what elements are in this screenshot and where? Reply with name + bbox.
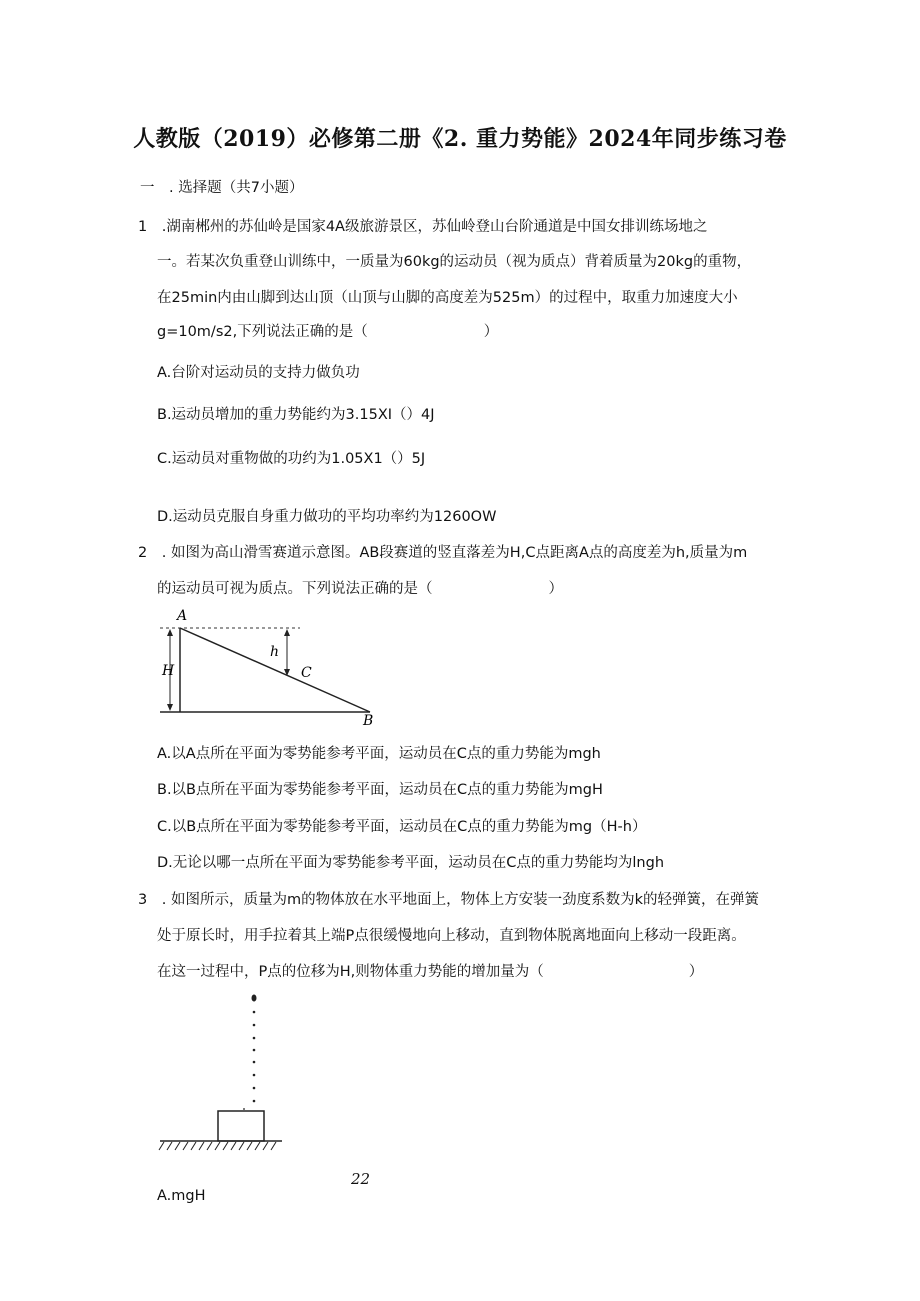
q2-option-b: B.以B点所在平面为零势能参考平面，运动员在C点的重力势能为mgH <box>157 782 603 798</box>
label-c: C <box>301 665 312 681</box>
page-title: 人教版（2019）必修第二册《2. 重力势能》2024年同步练习卷 <box>133 126 787 152</box>
q1-option-a: A.台阶对运动员的支持力做负功 <box>157 365 360 381</box>
q1-option-c: C.运动员对重物做的功约为1.05X1（）5J <box>157 451 426 467</box>
q2-option-a: A.以A点所在平面为零势能参考平面，运动员在C点的重力势能为mgh <box>157 746 601 762</box>
q2-option-c: C.以B点所在平面为零势能参考平面，运动员在C点的重力势能为mg（H-h） <box>157 819 647 835</box>
section-heading: 一 . 选择题（共7小题） <box>140 180 304 196</box>
figure-number: 22 <box>351 1170 371 1188</box>
q2-option-d: D.无论以哪一点所在平面为零势能参考平面，运动员在C点的重力势能均为lngh <box>157 855 665 871</box>
label-a: A <box>177 608 188 624</box>
q1-line-1: 1 .湖南郴州的苏仙岭是国家4A级旅游景区，苏仙岭登山台阶通道是中国女排训练场地之 <box>138 219 708 235</box>
ski-slope-figure <box>150 604 390 728</box>
spring-block-figure <box>158 990 288 1156</box>
q3-line-2: 处于原长时，用手拉着其上端P点很缓慢地向上移动，直到物体脱离地面向上移动一段距离。 <box>157 928 746 944</box>
q1-option-d: D.运动员克服自身重力做功的平均功率约为1260OW <box>157 509 497 525</box>
q2-line-2: 的运动员可视为质点。下列说法正确的是（ ） <box>157 581 563 597</box>
label-b: B <box>363 713 374 728</box>
q2-line-1: 2 . 如图为高山滑雪赛道示意图。AB段赛道的竖直落差为H,C点距离A点的高度差为h,质量为m <box>138 545 748 561</box>
q1-option-b: B.运动员增加的重力势能约为3.15XI（）4J <box>157 407 435 423</box>
q3-line-3: 在这一过程中，P点的位移为H,则物体重力势能的增加量为（ ） <box>157 964 704 980</box>
q1-line-4: g=10m/s2,下列说法正确的是（ ） <box>157 324 499 340</box>
q3-line-1: 3 . 如图所示，质量为m的物体放在水平地面上，物体上方安装一劲度系数为k的轻弹簧，在弹簧 <box>138 892 759 908</box>
q3-option-a: A.mgH <box>157 1188 206 1204</box>
label-h: h <box>270 644 280 660</box>
label-H: H <box>162 663 175 679</box>
q1-line-3: 在25min内由山脚到达山顶（山顶与山脚的高度差为525m）的过程中，取重力加速度大小 <box>157 290 738 306</box>
q1-line-2: 一。若某次负重登山训练中，一质量为60kg的运动员（视为质点）背着质量为20kg的重物， <box>157 254 752 270</box>
